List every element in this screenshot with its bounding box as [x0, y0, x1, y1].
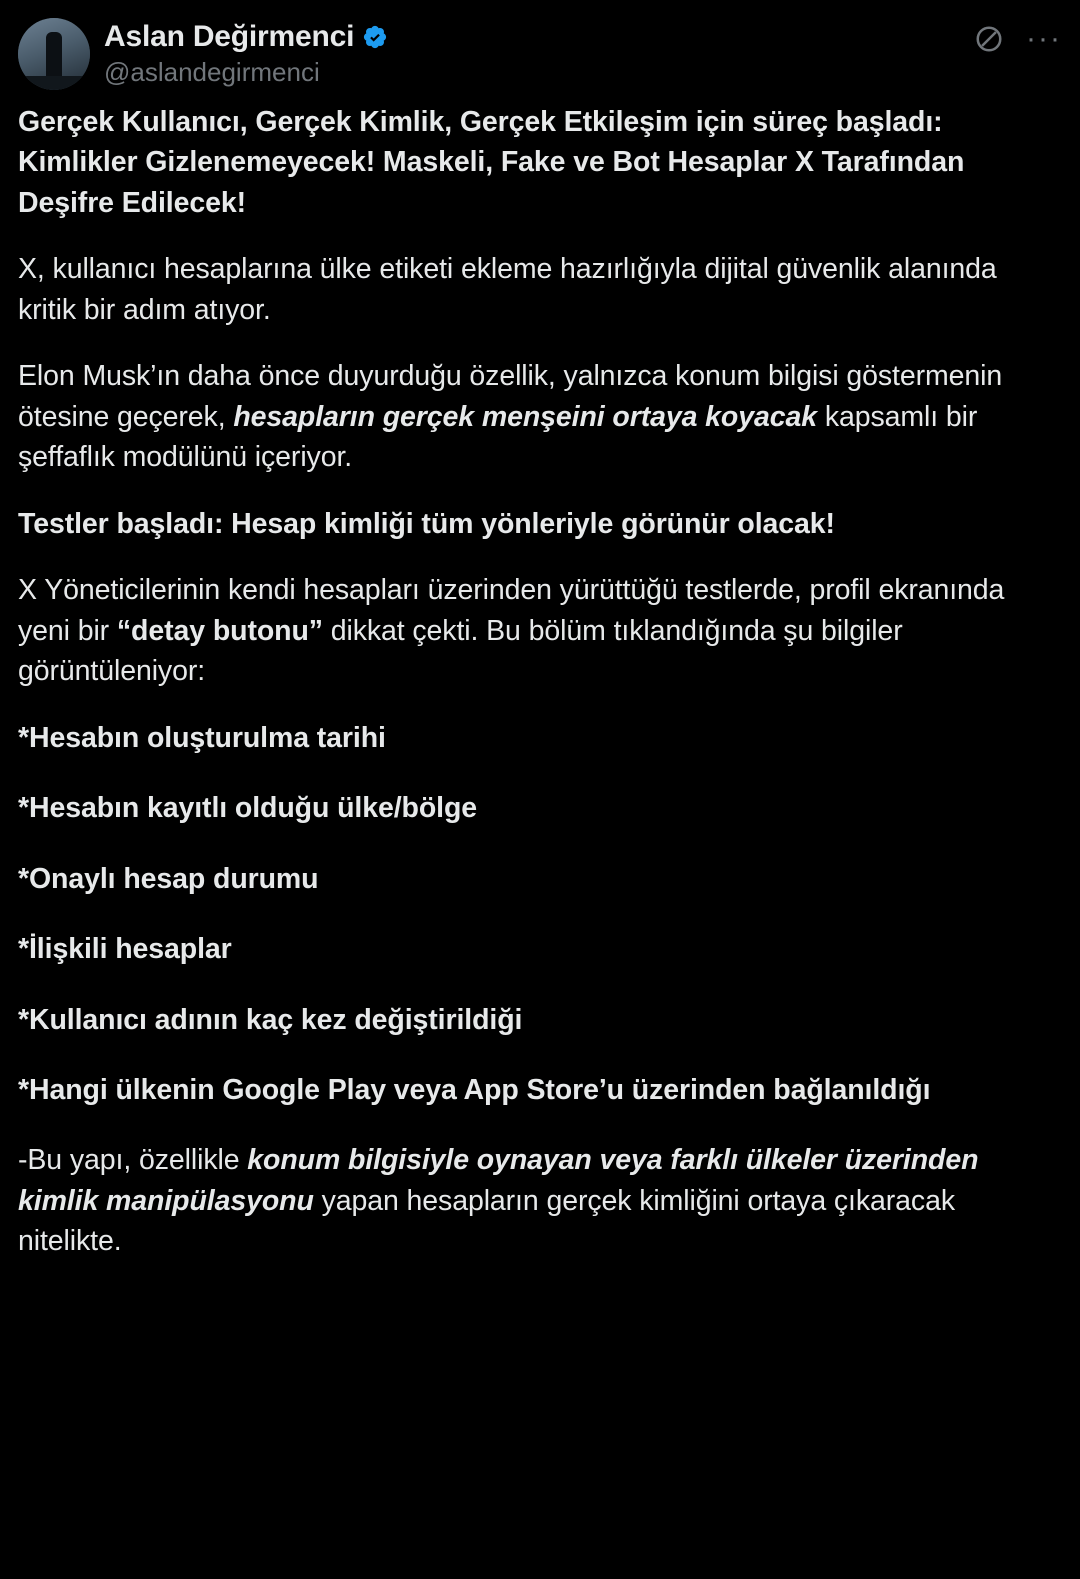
tweet-paragraph: X, kullanıcı hesaplarına ülke etiketi ekleme hazırlığıyla dijital güvenlik alanında kritik bir adım atıyor.	[18, 253, 997, 326]
text-run: kapsamlı bir şeffaflık modülünü içeriyor.	[18, 400, 978, 474]
tweet-paragraph: *Hangi ülkenin Google Play veya App Store’u üzerinden bağlanıldığı	[18, 1073, 931, 1106]
text-run-emphasis: konum bilgisiyle oynayan veya farklı ülkeler üzerinden kimlik manipülasyonu	[18, 1144, 979, 1217]
tweet-header	[18, 14, 1062, 100]
tweet-paragraph: *Hesabın oluşturulma tarihi	[18, 721, 386, 754]
author-info	[104, 18, 960, 88]
tweet-text-body	[18, 100, 1062, 1314]
avatar-figure	[46, 32, 62, 78]
tweet-paragraph	[18, 570, 1062, 691]
text-run: Elon Musk’ın daha önce duyurduğu özellik, yalnızca konum bilgisi göstermenin ötesine geçerek,	[18, 360, 1003, 433]
text-run: yapan hesapların gerçek kimliğini ortaya çıkaracak nitelikte.	[18, 1184, 955, 1258]
tweet-paragraph	[18, 1140, 1062, 1261]
more-options-icon[interactable]: ···	[1026, 22, 1062, 55]
text-run: X Yöneticilerinin kendi hesapları üzerinden yürüttüğü testlerde, profil ekranında yeni bir	[18, 574, 1005, 647]
author-name-row	[104, 20, 960, 53]
tweet-paragraph: Testler başladı: Hesap kimliği tüm yönleriyle görünür olacak!	[18, 507, 835, 540]
text-run-strong: “detay butonu”	[116, 614, 323, 647]
avatar-foreground	[18, 76, 90, 90]
tweet-paragraph: *Onaylı hesap durumu	[18, 862, 319, 895]
tweet-paragraph	[18, 356, 1062, 477]
avatar[interactable]	[18, 18, 90, 90]
tweet-paragraph: *Kullanıcı adının kaç kez değiştirildiği	[18, 1003, 523, 1036]
tweet-paragraph: *İlişkili hesaplar	[18, 933, 232, 966]
tweet-paragraph: Gerçek Kullanıcı, Gerçek Kimlik, Gerçek Etkileşim için süreç başladı: Kimlikler Gizlenemeyecek! Maskeli, Fake ve Bot Hesaplar X Tarafından Deşifre Edilecek!	[18, 106, 965, 219]
tweet-paragraph: *Hesabın kayıtlı olduğu ülke/bölge	[18, 792, 478, 825]
author-handle[interactable]: @aslandegirmenci	[104, 57, 320, 87]
header-actions	[974, 18, 1062, 54]
text-run: dikkat çekti. Bu bölüm tıklandığında şu bilgiler görüntüleniyor:	[18, 614, 903, 688]
text-run: -Bu yapı, özellikle	[18, 1144, 248, 1177]
display-name[interactable]: Aslan Değirmenci	[104, 20, 355, 53]
verified-badge-icon	[362, 24, 388, 50]
text-run-emphasis: hesapların gerçek menşeini ortaya koyacak	[233, 400, 817, 433]
grok-actions-icon[interactable]	[974, 24, 1004, 54]
